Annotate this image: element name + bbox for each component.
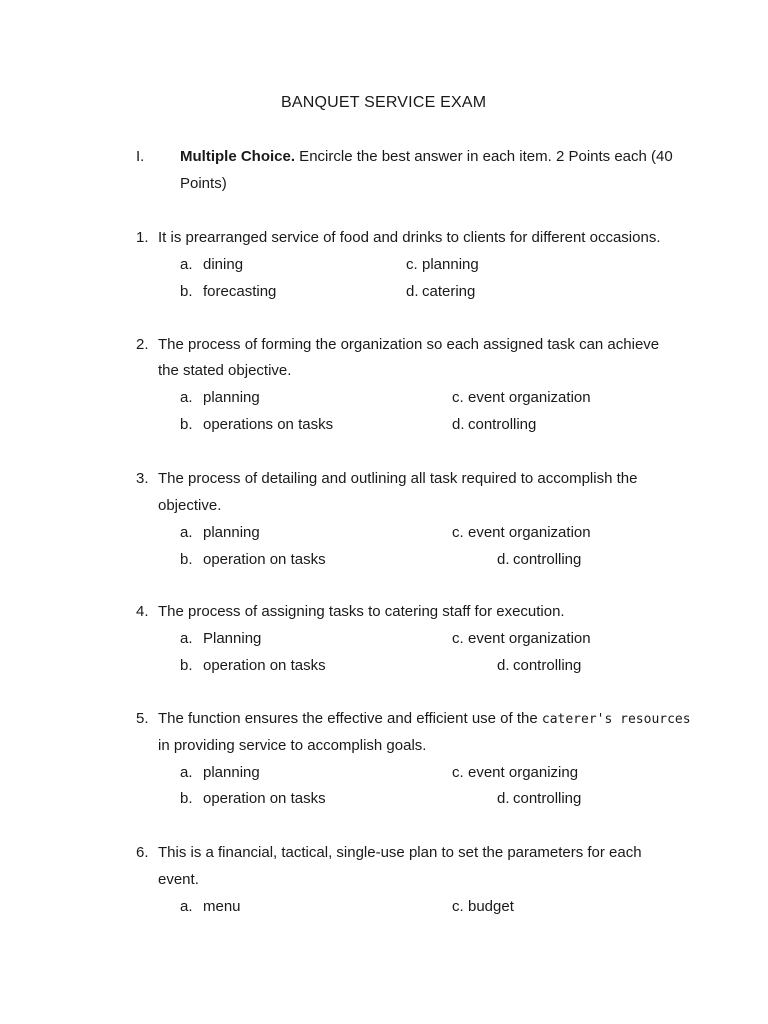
choice-letter: a. — [180, 630, 193, 647]
choice-letter: c. — [406, 256, 418, 273]
question-text-continued: in providing service to accomplish goals. — [158, 737, 427, 754]
choice-text: event organization — [468, 389, 591, 406]
question-text-continued: event. — [158, 871, 199, 888]
choice-text: budget — [468, 898, 514, 915]
choice-text: forecasting — [203, 283, 277, 300]
choice-text: planning — [203, 389, 260, 406]
choice-letter: b. — [180, 416, 193, 433]
choice-text: controlling — [513, 657, 582, 674]
section-instruction-continued: Points) — [180, 175, 227, 192]
choice-letter: c. — [452, 389, 464, 406]
choice-text: operation on tasks — [203, 551, 326, 568]
choice-text: event organization — [468, 630, 591, 647]
question-text-continued: objective. — [158, 497, 222, 514]
question-text: The process of forming the organization so each assigned task can achieve — [158, 336, 660, 353]
question-text-continued: the stated objective. — [158, 362, 292, 379]
choice-letter: a. — [180, 524, 193, 541]
exam-title: BANQUET SERVICE EXAM — [281, 94, 487, 111]
choice-letter: d. — [497, 790, 510, 807]
question-number: 1. — [136, 229, 149, 246]
question-text-mono: caterer's resources — [541, 712, 691, 727]
question-number: 2. — [136, 336, 149, 353]
section-instruction — [180, 147, 673, 167]
choice-letter: b. — [180, 657, 193, 674]
choice-text: dining — [203, 256, 244, 273]
choice-letter: b. — [180, 551, 193, 568]
choice-letter: a. — [180, 389, 193, 406]
choice-text: event organization — [468, 524, 591, 541]
choice-letter: a. — [180, 764, 193, 781]
choice-text: controlling — [513, 551, 582, 568]
question-text: It is prearranged service of food and drinks to clients for different occasions. — [158, 229, 661, 246]
choice-letter: a. — [180, 256, 193, 273]
choice-letter: d. — [497, 657, 510, 674]
question-text-part: The function ensures the effective and efficient use of the — [158, 710, 542, 727]
choice-letter: d. — [406, 283, 419, 300]
question-number: 4. — [136, 603, 149, 620]
choice-text: operation on tasks — [203, 657, 326, 674]
choice-text: planning — [203, 764, 260, 781]
choice-text: Planning — [203, 630, 262, 647]
choice-text: operation on tasks — [203, 790, 326, 807]
choice-letter: c. — [452, 898, 464, 915]
choice-letter: d. — [497, 551, 510, 568]
choice-text: catering — [422, 283, 476, 300]
question-text: The process of detailing and outlining all task required to accomplish the — [158, 470, 638, 487]
choice-letter: c. — [452, 524, 464, 541]
choice-letter: b. — [180, 283, 193, 300]
choice-text: event organizing — [468, 764, 579, 781]
question-number: 6. — [136, 844, 149, 861]
section-heading: Multiple Choice. — [180, 148, 296, 165]
choice-text: planning — [203, 524, 260, 541]
question-text — [158, 709, 691, 730]
choice-text: operations on tasks — [203, 416, 334, 433]
choice-letter: c. — [452, 630, 464, 647]
question-number: 3. — [136, 470, 149, 487]
choice-letter: d. — [452, 416, 465, 433]
choice-text: controlling — [468, 416, 537, 433]
section-instruction-text: Encircle the best answer in each item. 2 Points each (40 — [295, 148, 673, 165]
choice-text: planning — [422, 256, 479, 273]
choice-letter: b. — [180, 790, 193, 807]
choice-letter: c. — [452, 764, 464, 781]
question-text: The process of assigning tasks to catering staff for execution. — [158, 603, 565, 620]
choice-text: controlling — [513, 790, 582, 807]
choice-letter: a. — [180, 898, 193, 915]
question-text: This is a financial, tactical, single-use plan to set the parameters for each — [158, 844, 642, 861]
section-numeral: I. — [136, 148, 145, 165]
question-number: 5. — [136, 710, 149, 727]
choice-text: menu — [203, 898, 241, 915]
